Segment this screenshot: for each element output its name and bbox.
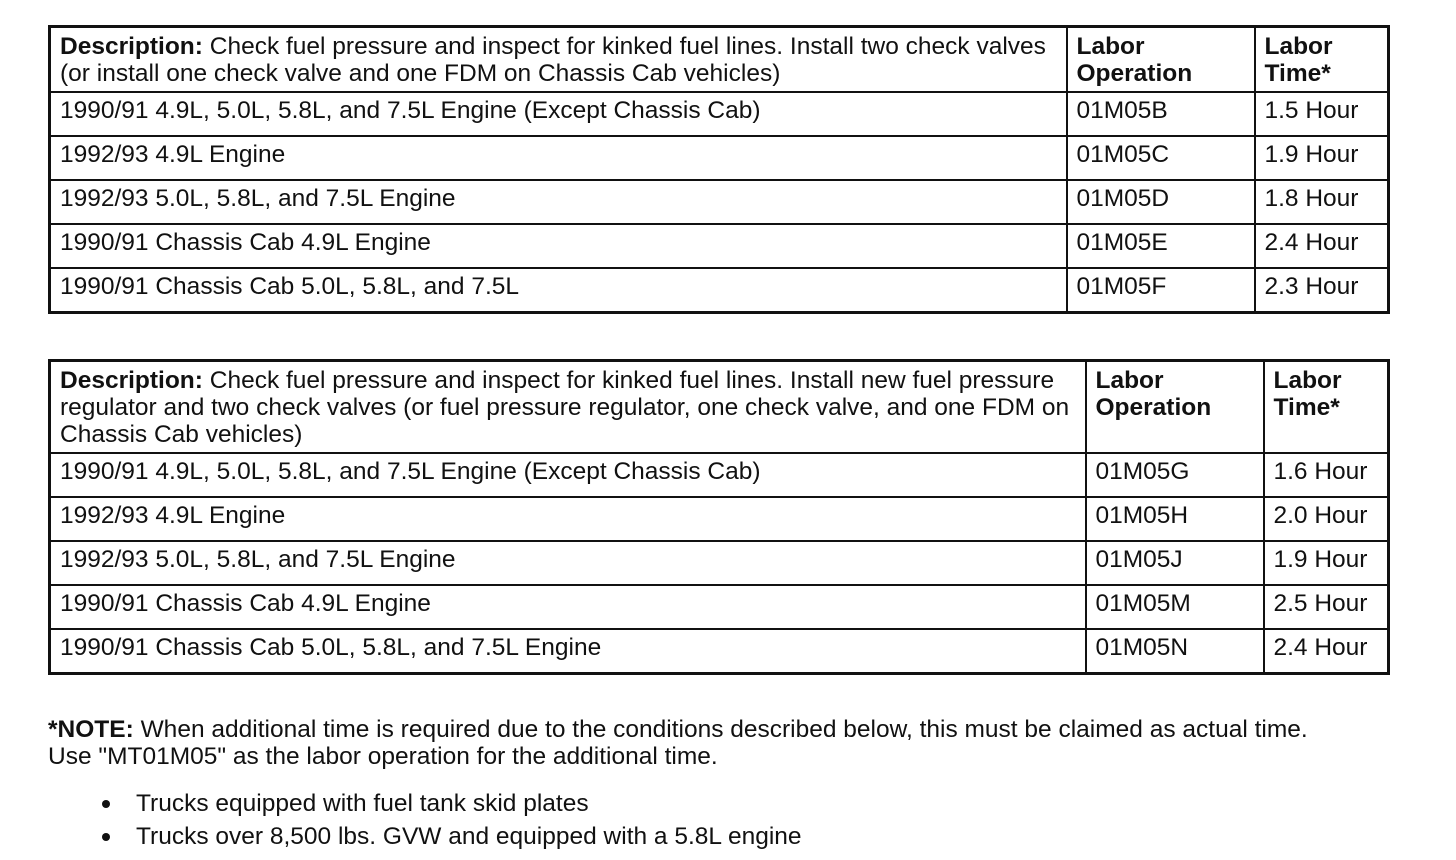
row-operation: 01M05N	[1086, 629, 1264, 674]
labor-time-header	[1255, 27, 1389, 93]
table-row	[50, 92, 1389, 136]
row-time: 1.8 Hour	[1255, 180, 1389, 224]
row-time: 2.0 Hour	[1264, 497, 1389, 541]
labor-operation-label: Labor Operation	[1095, 367, 1212, 421]
description-text: Check fuel pressure and inspect for kinked fuel lines. Install two check valves (or install one check valve and one FDM on Chassis Cab vehicles)	[60, 33, 1046, 87]
table-row	[50, 541, 1389, 585]
row-time: 2.4 Hour	[1255, 224, 1389, 268]
labor-operation-label: Labor Operation	[1076, 33, 1193, 87]
bullet-list	[96, 787, 802, 853]
row-time: 2.5 Hour	[1264, 585, 1389, 629]
table-header-row	[50, 27, 1389, 93]
row-time: 1.9 Hour	[1255, 136, 1389, 180]
row-description: 1992/93 4.9L Engine	[50, 136, 1067, 180]
row-time: 2.4 Hour	[1264, 629, 1389, 674]
row-operation: 01M05M	[1086, 585, 1264, 629]
row-description: 1990/91 Chassis Cab 5.0L, 5.8L, and 7.5L Engine	[50, 629, 1086, 674]
description-header	[50, 27, 1067, 93]
row-operation: 01M05J	[1086, 541, 1264, 585]
row-operation: 01M05H	[1086, 497, 1264, 541]
table-header-row	[50, 361, 1389, 454]
note-text: When additional time is required due to the conditions described below, this must be claimed as actual time. Use "MT01M05" as the labor operation for the additional time.	[48, 716, 1308, 770]
table-row	[50, 268, 1389, 313]
table-row	[50, 136, 1389, 180]
table-row	[50, 497, 1389, 541]
table-row	[50, 453, 1389, 497]
table-row	[50, 224, 1389, 268]
row-description: 1990/91 4.9L, 5.0L, 5.8L, and 7.5L Engine (Except Chassis Cab)	[50, 453, 1086, 497]
row-time: 1.6 Hour	[1264, 453, 1389, 497]
labor-operation-header	[1067, 27, 1255, 93]
row-description: 1990/91 Chassis Cab 4.9L Engine	[50, 585, 1086, 629]
table-row	[50, 585, 1389, 629]
labor-time-header	[1264, 361, 1389, 454]
note-paragraph	[48, 716, 1348, 770]
bullet-icon	[102, 800, 110, 808]
list-item-text: Trucks equipped with fuel tank skid plates	[136, 790, 589, 817]
row-description: 1990/91 4.9L, 5.0L, 5.8L, and 7.5L Engine (Except Chassis Cab)	[50, 92, 1067, 136]
labor-table-2	[48, 359, 1390, 675]
description-text: Check fuel pressure and inspect for kinked fuel lines. Install new fuel pressure regulator and two check valves (or fuel pressure regulator, one check valve, and one FDM on Chassis Cab vehicles)	[60, 367, 1070, 448]
row-operation: 01M05G	[1086, 453, 1264, 497]
list-item	[96, 820, 802, 853]
row-description: 1992/93 4.9L Engine	[50, 497, 1086, 541]
note-label: *NOTE:	[48, 716, 134, 743]
description-label: Description:	[60, 367, 203, 394]
description-label: Description:	[60, 33, 203, 60]
labor-time-label: Labor Time*	[1273, 367, 1342, 421]
row-operation: 01M05B	[1067, 92, 1255, 136]
labor-table-1	[48, 25, 1390, 314]
row-time: 1.9 Hour	[1264, 541, 1389, 585]
row-description: 1990/91 Chassis Cab 5.0L, 5.8L, and 7.5L	[50, 268, 1067, 313]
row-operation: 01M05D	[1067, 180, 1255, 224]
description-header	[50, 361, 1086, 454]
list-item	[96, 787, 802, 820]
row-description: 1992/93 5.0L, 5.8L, and 7.5L Engine	[50, 541, 1086, 585]
row-operation: 01M05E	[1067, 224, 1255, 268]
table-row	[50, 629, 1389, 674]
list-item-text: Trucks over 8,500 lbs. GVW and equipped with a 5.8L engine	[136, 823, 802, 850]
row-operation: 01M05C	[1067, 136, 1255, 180]
row-time: 1.5 Hour	[1255, 92, 1389, 136]
row-time: 2.3 Hour	[1255, 268, 1389, 313]
row-operation: 01M05F	[1067, 268, 1255, 313]
labor-time-label: Labor Time*	[1264, 33, 1333, 87]
labor-operation-header	[1086, 361, 1264, 454]
table-row	[50, 180, 1389, 224]
row-description: 1992/93 5.0L, 5.8L, and 7.5L Engine	[50, 180, 1067, 224]
bullet-icon	[102, 833, 110, 841]
row-description: 1990/91 Chassis Cab 4.9L Engine	[50, 224, 1067, 268]
